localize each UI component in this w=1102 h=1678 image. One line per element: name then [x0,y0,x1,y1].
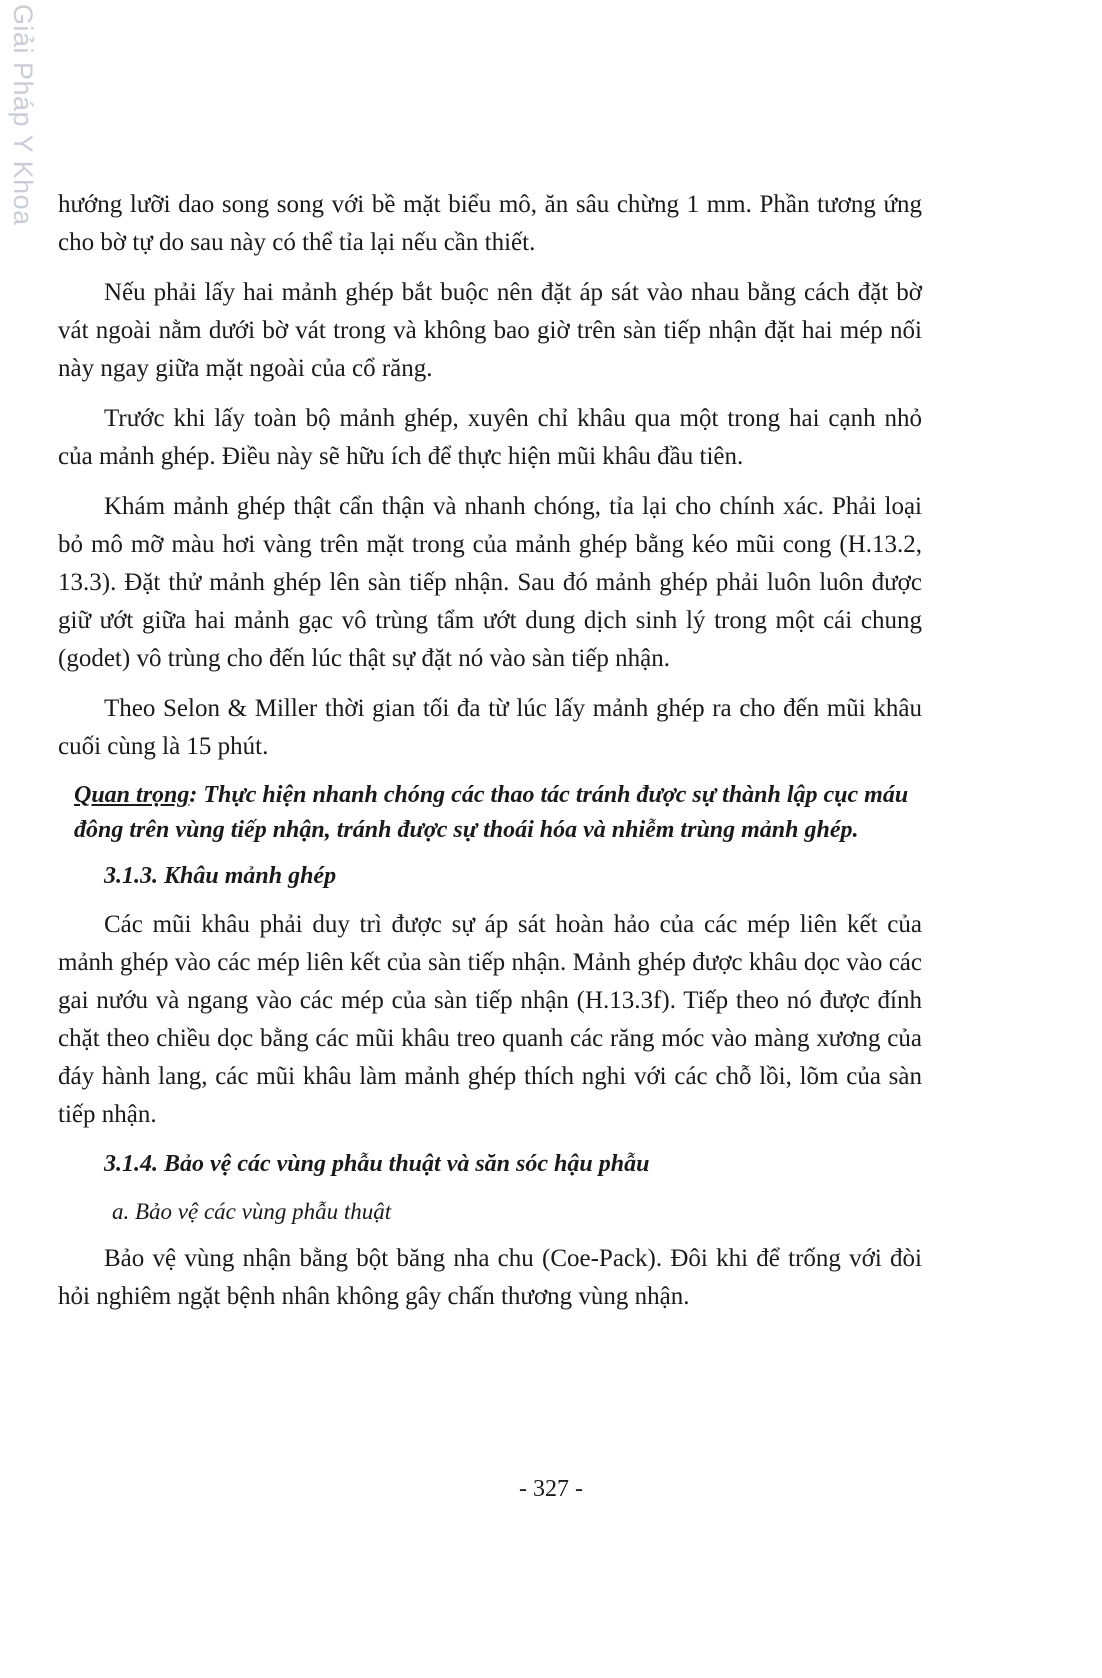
paragraph-protection: Bảo vệ vùng nhận bằng bột băng nha chu (Coe-Pack). Đôi khi để trống với đòi hỏi nghiêm ngặt bệnh nhân không gây chấn thương vùng nhận. [58,1245,922,1310]
sub-heading-protection: a. Bảo vệ các vùng phẫu thuật [112,1199,392,1224]
important-note-lead: Quan trọng [74,782,190,808]
important-note [58,778,922,848]
watermark-text: Giải Pháp Y Khoa [8,4,38,226]
paragraph-time-limit: Theo Selon & Miller thời gian tối đa từ lúc lấy mảnh ghép ra cho đến mũi khâu cuối cùng là 15 phút. [58,695,922,760]
page-content [58,186,922,1316]
important-note-text: : Thực hiện nhanh chóng các thao tác tránh được sự thành lập cục máu đông trên vùng tiếp nhận, tránh được sự thoái hóa và nhiễm trùng mảnh ghép. [74,782,909,843]
section-heading-313: 3.1.3. Khâu mảnh ghép [104,863,337,889]
paragraph-graft-exam: Khám mảnh ghép thật cẩn thận và nhanh chóng, tỉa lại cho chính xác. Phải loại bỏ mô mỡ màu hơi vàng trên mặt trong của mảnh ghép bằng kéo mũi cong (H.13.2, 13.3). Đặt thử mảnh ghép lên sàn tiếp nhận. Sau đó mảnh ghép phải luôn luôn được giữ ướt giữa hai mảnh gạc vô trùng tẩm ướt dung dịch sinh lý trong một cái chung (godet) vô trùng cho đến lúc thật sự đặt nó vào sàn tiếp nhận. [58,493,922,672]
paragraph-suturing: Các mũi khâu phải duy trì được sự áp sát hoàn hảo của các mép liên kết của mảnh ghép vào các mép liên kết của sàn tiếp nhận. Mảnh ghép được khâu dọc vào các gai nướu và ngang vào các mép của sàn tiếp nhận (H.13.3f). Tiếp theo nó được đính chặt theo chiều dọc bằng các mũi khâu treo quanh các răng móc vào màng xương của đáy hành lang, các mũi khâu làm mảnh ghép thích nghi với các chỗ lồi, lõm của sàn tiếp nhận. [58,911,922,1128]
section-heading-314: 3.1.4. Bảo vệ các vùng phẫu thuật và săn sóc hậu phẫu [104,1151,650,1177]
paragraph-two-grafts: Nếu phải lấy hai mảnh ghép bắt buộc nên đặt áp sát vào nhau bằng cách đặt bờ vát ngoài nằm dưới bờ vát trong và không bao giờ trên sàn tiếp nhận đặt hai mép nối này ngay giữa mặt ngoài của cổ răng. [58,279,922,382]
paragraph-continuation: hướng lưỡi dao song song với bề mặt biểu mô, ăn sâu chừng 1 mm. Phần tương ứng cho bờ tự do sau này có thể tỉa lại nếu cần thiết. [58,191,922,256]
paragraph-suture-prep: Trước khi lấy toàn bộ mảnh ghép, xuyên chỉ khâu qua một trong hai cạnh nhỏ của mảnh ghép. Điều này sẽ hữu ích để thực hiện mũi khâu đầu tiên. [58,405,922,470]
page-number: - 327 - [519,1476,583,1502]
